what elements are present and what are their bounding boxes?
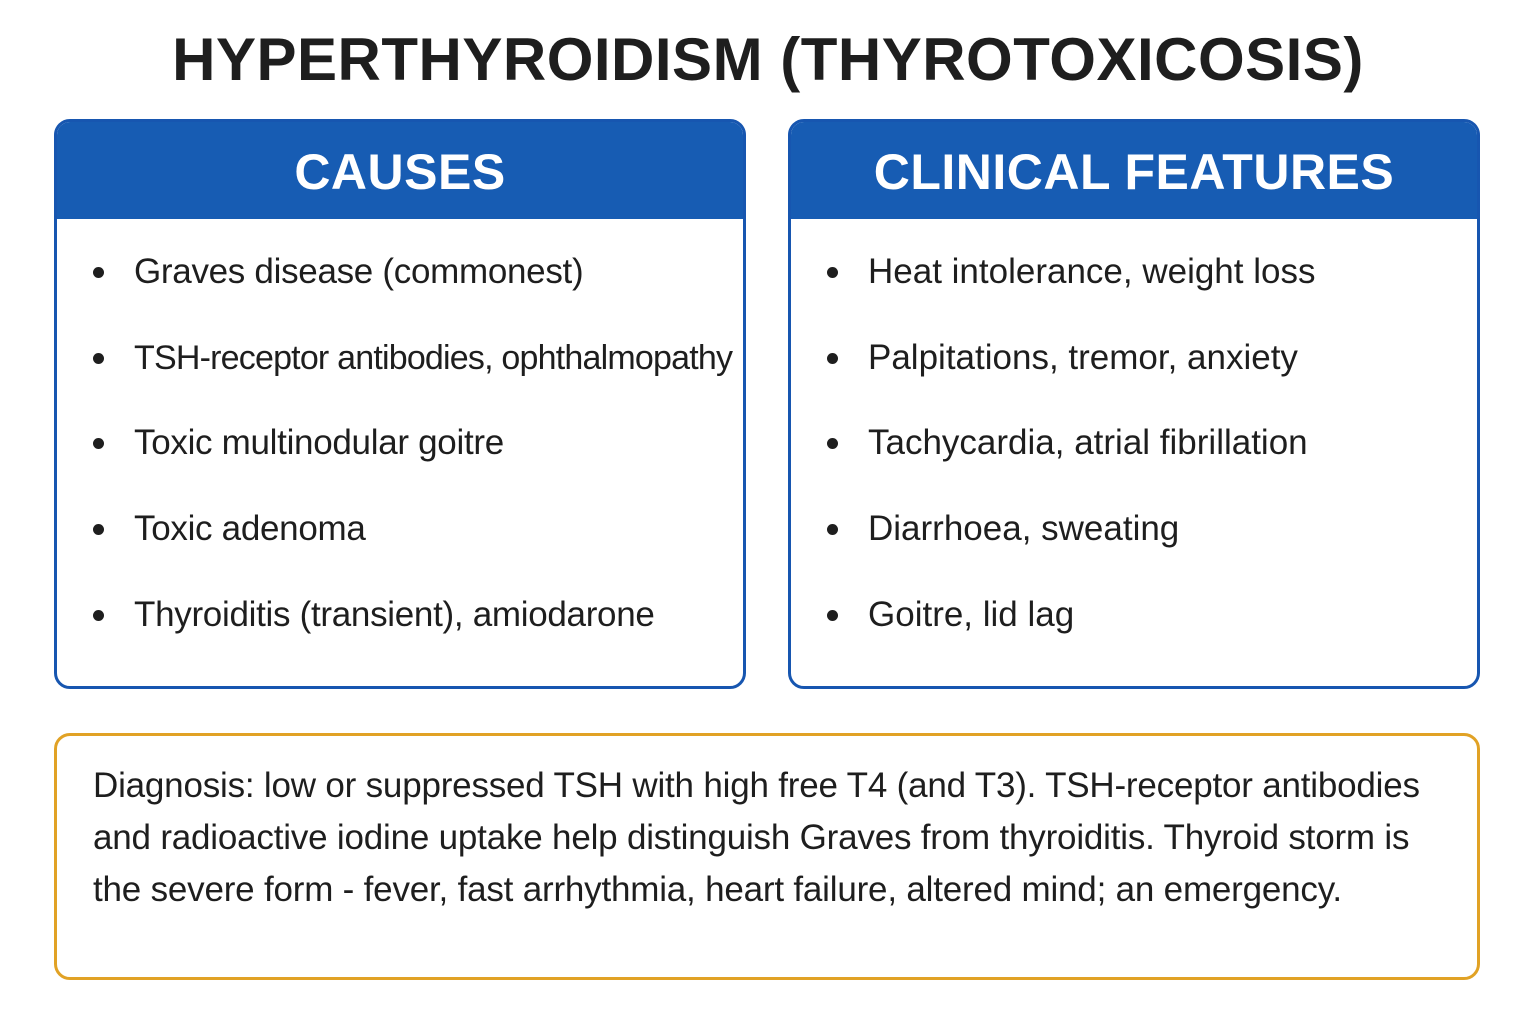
bullet-icon [827, 353, 838, 364]
bullet-icon [93, 438, 104, 449]
list-item [57, 590, 655, 640]
list-item [791, 590, 1074, 640]
bullet-icon [827, 267, 838, 278]
diagnosis-note-text: Diagnosis: low or suppressed TSH with high free T4 (and T3). TSH-receptor antibodies and radioactive iodine uptake help distinguish Graves from thyroiditis. Thyroid storm is the severe form - fever, fast arrhythmia, heart failure, altered mind; an emergency. [93, 766, 1420, 909]
list-item [791, 247, 1315, 297]
cause-text: Thyroiditis (transient), amiodarone [134, 595, 655, 634]
cause-text: Toxic multinodular goitre [134, 423, 504, 462]
cause-text: Toxic adenoma [134, 509, 366, 548]
list-item [57, 333, 732, 383]
list-item [791, 418, 1308, 468]
list-item [57, 418, 504, 468]
list-item [57, 247, 583, 297]
cause-text: Graves disease (commonest) [134, 252, 584, 291]
feature-text: Diarrhoea, sweating [868, 509, 1180, 548]
feature-text: Palpitations, tremor, anxiety [868, 338, 1298, 377]
bullet-icon [827, 610, 838, 621]
clinical-features-panel [788, 119, 1480, 689]
clinical-features-heading: CLINICAL FEATURES [791, 122, 1477, 219]
list-item [57, 504, 366, 554]
bullet-icon [93, 267, 104, 278]
feature-text: Goitre, lid lag [868, 595, 1075, 634]
bullet-icon [93, 353, 104, 364]
causes-heading: CAUSES [57, 122, 743, 219]
page-title: HYPERTHYROIDISM (THYROTOXICOSIS) [172, 26, 1364, 93]
diagnosis-note-box [54, 733, 1480, 980]
feature-text: Tachycardia, atrial fibrillation [868, 423, 1308, 462]
causes-panel [54, 119, 746, 689]
bullet-icon [827, 438, 838, 449]
bullet-icon [93, 524, 104, 535]
list-item [791, 504, 1179, 554]
bullet-icon [93, 610, 104, 621]
bullet-icon [827, 524, 838, 535]
cause-text: TSH-receptor antibodies, ophthalmopathy [134, 338, 733, 377]
list-item [791, 333, 1298, 383]
feature-text: Heat intolerance, weight loss [868, 252, 1316, 291]
